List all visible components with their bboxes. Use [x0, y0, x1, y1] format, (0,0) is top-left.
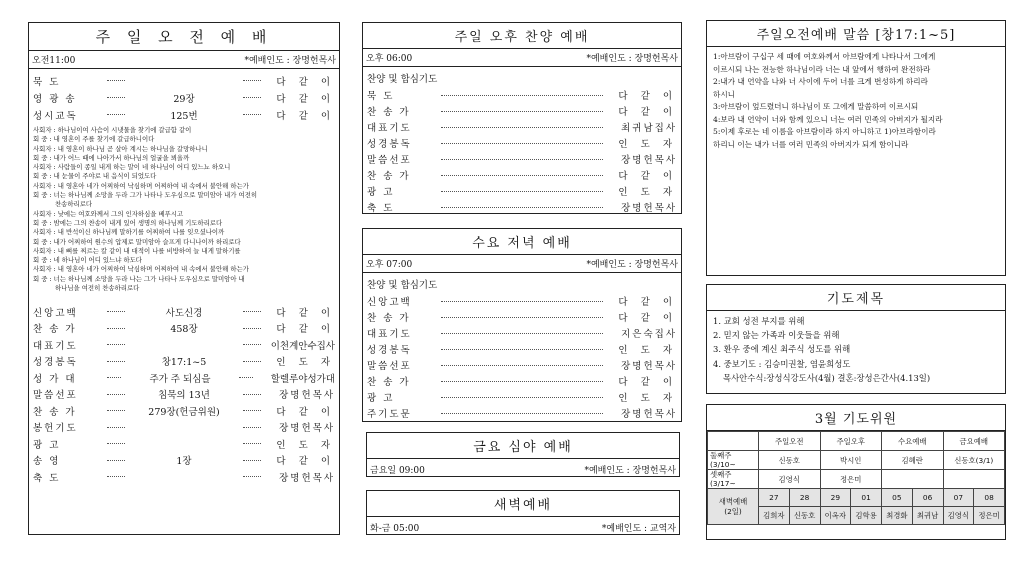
order-row: 광 고 인 도 자	[33, 439, 335, 451]
order-row: 대표기도 지은숙집사	[367, 329, 677, 340]
dawn-header	[367, 517, 679, 536]
afternoon-leader: *예배인도 : 장명헌목사	[586, 54, 678, 64]
order-row: 성경봉독 인 도 자	[367, 345, 677, 356]
morning-header	[29, 51, 339, 69]
schedule-header-cell: 주일오후	[820, 432, 882, 451]
order-row: 광 고 인 도 자	[367, 393, 677, 404]
date-cell: 05	[882, 489, 913, 507]
scripture-line: 4:보라 내 언약이 너와 함께 있으니 너는 여러 민족의 아버지가 될지라	[713, 114, 943, 124]
litany-line: 회 중 : 밤에는 그의 찬송이 내게 있어 생명의 하나님께 기도하리로다	[33, 218, 223, 227]
order-row: 묵 도 다 같 이	[33, 76, 335, 88]
date-cell: 06	[912, 489, 943, 507]
order-row: 성 가 대 주가 주 되심을 할렐루야성가대	[33, 373, 335, 385]
friday-title: 금요 심야 예배	[367, 433, 679, 459]
schedule-header-cell	[708, 432, 759, 451]
order-row: 말씀선포 침묵의 13년 장명헌목사	[33, 390, 335, 402]
litany-line: 회 중 : 네 하나님이 어디 있느냐 하도다	[33, 256, 142, 265]
scripture-text	[707, 47, 1005, 155]
litany-line: 사회자 : 낮에는 여호와께서 그의 인자하심을 베푸시고	[33, 209, 184, 218]
litany-line: 찬송하리로다	[55, 200, 93, 209]
name-cell: 김학용	[851, 507, 882, 525]
prayer-item: 4. 중보기도 : 김승미권찰, 염윤희성도	[713, 358, 851, 369]
order-row: 찬 송 가 다 같 이	[367, 313, 677, 324]
order-row: 신앙고백 사도신경 다 같 이	[33, 307, 335, 319]
scripture-line: 5:이제 후로는 네 이름을 아브람이라 하지 아니하고 1)아브라함이라	[713, 127, 936, 136]
date-cell: 28	[789, 489, 820, 507]
morning-bottom-order	[29, 303, 339, 485]
table-cell: 신동호(3/1)	[943, 451, 1005, 470]
litany-line: 하나님을 여전히 찬송하리로다	[55, 284, 140, 293]
litany-line: 사회자 : 내 영혼이 하나님 곧 살아 계시는 하나님을 갈망하나니	[33, 144, 208, 153]
table-cell: 김영식	[759, 470, 821, 489]
order-row: 봉헌기도 장명헌목사	[33, 423, 335, 435]
table-row	[708, 470, 1005, 489]
order-row: 성시교독 125번 다 같 이	[33, 110, 335, 122]
date-cell: 27	[759, 489, 790, 507]
name-cell: 신동호	[789, 507, 820, 525]
scripture-line: 하리니 이는 내가 너를 여러 민족의 아버지가 되게 함이니라	[713, 139, 909, 149]
prayer-item: 1. 교회 성전 부지를 위해	[713, 316, 805, 326]
afternoon-title: 주일 오후 찬양 예배	[363, 23, 681, 49]
dawn-leader: *예배인도 : 교역자	[601, 524, 676, 534]
wednesday-leader: *예배인도 : 장명헌목사	[586, 260, 678, 270]
prayer-item: 목사안수식:장성식강도사(4월) 결혼:장성은간사(4.13일)	[723, 372, 931, 383]
afternoon-header	[363, 49, 681, 67]
litany-line: 사회자 : 내 영혼아 네가 어찌하여 낙심하며 어찌하여 내 속에서 불안해 하는가	[33, 265, 249, 274]
litany-line: 사회자 : 내 뼈를 찌르는 칼 같이 내 대적이 나를 비방하여 늘 내게 말하기를	[33, 246, 241, 255]
dawn-time: 화-금 05:00	[370, 524, 420, 534]
scripture-line: 이르시되 나는 전능한 하나님이라 너는 내 앞에서 행하여 완전하라	[713, 64, 931, 74]
schedule-title: 3월 기도위원	[707, 405, 1005, 431]
table-cell: 신동호	[759, 451, 821, 470]
litany-line: 회 중 : 내 눈물이 주야로 내 음식이 되었도다	[33, 172, 157, 181]
table-cell: 김혜란	[882, 451, 944, 470]
litany-line: 사회자 : 사람들이 종일 내게 하는 말이 네 하나님이 어디 있느뇨 하오니	[33, 163, 231, 172]
order-row: 송 영 1장 다 같 이	[33, 456, 335, 468]
order-row: 찬 송 가 다 같 이	[367, 107, 677, 118]
wednesday-header	[363, 255, 681, 273]
order-row: 영 광 송 29장 다 같 이	[33, 93, 335, 105]
order-row: 신앙고백 다 같 이	[367, 297, 677, 308]
order-row: 성경봉독 인 도 자	[367, 139, 677, 150]
order-row: 말씀선포 장명헌목사	[367, 361, 677, 372]
friday-leader: *예배인도 : 장명헌목사	[584, 466, 676, 476]
order-row: 찬 송 가 458장 다 같 이	[33, 324, 335, 336]
prayer-item: 2. 믿지 않는 가족과 이웃들을 위해	[713, 330, 840, 341]
date-cell: 07	[943, 489, 974, 507]
order-row: 대표기도 최귀남집사	[367, 123, 677, 134]
sermon-title: 주일오전예배 말씀 [창17:1~5]	[707, 21, 1005, 47]
litany-line: 회 중 : 내가 어느 때에 나아가서 하나님의 얼굴을 뵈올까	[33, 153, 190, 162]
name-cell: 김영식	[943, 507, 974, 525]
name-cell: 김희자	[759, 507, 790, 525]
afternoon-time: 오후 06:00	[366, 54, 413, 64]
table-cell	[882, 470, 944, 489]
schedule-header-cell: 수요예배	[882, 432, 944, 451]
table-cell: 정은미	[820, 470, 882, 489]
order-row: 축 도 장명헌목사	[367, 203, 677, 214]
prayer-requests-panel	[706, 284, 1006, 394]
schedule-header-row	[708, 432, 1005, 451]
scripture-line: 1:아브람이 구십구 세 때에 여호와께서 아브람에게 나타나서 그에게	[713, 52, 936, 61]
name-cell: 최귀남	[912, 507, 943, 525]
dawn-title: 새벽예배	[367, 491, 679, 517]
dawn-label-cell: 새벽예배 (2일)	[708, 489, 759, 525]
wednesday-service-panel	[362, 228, 682, 422]
prayer-item: 3. 환우 중에 계신 최주식 성도를 위해	[713, 344, 851, 355]
order-row: 축 도 장명헌목사	[33, 472, 335, 484]
table-cell	[943, 470, 1005, 489]
afternoon-service-panel	[362, 22, 682, 214]
prayer-schedule-table	[707, 431, 1005, 525]
order-row: 묵 도 다 같 이	[367, 91, 677, 102]
table-row	[708, 451, 1005, 470]
schedule-header-cell: 금요예배	[943, 432, 1005, 451]
name-cell: 최경화	[882, 507, 913, 525]
prayer-committee-panel	[706, 404, 1006, 540]
litany-line: 회 중 : 내가 어찌하여 원수의 압제로 말미암아 슬프게 다니나이까 하리로다	[33, 237, 241, 246]
schedule-header-cell: 주일오전	[759, 432, 821, 451]
sermon-scripture-panel	[706, 20, 1006, 276]
wednesday-time: 오후 07:00	[366, 260, 413, 270]
friday-time: 금요일 09:00	[370, 466, 425, 476]
date-cell: 29	[820, 489, 851, 507]
afternoon-subtitle: 찬양 및 합심기도	[367, 74, 438, 85]
table-cell: 박시인	[820, 451, 882, 470]
order-row: 찬 송 가 279장(헌금위원) 다 같 이	[33, 406, 335, 418]
responsive-reading	[29, 126, 339, 293]
litany-line: 사회자 : 하나님이여 사슴이 시냇물을 찾기에 갈급함 같이	[33, 126, 192, 134]
morning-leader: *예배인도 : 장명헌목사	[244, 56, 336, 66]
litany-line: 사회자 : 내 반석이신 하나님께 말하기를 어찌하여 나를 잊으셨나이까	[33, 228, 225, 237]
morning-title: 주 일 오 전 예 배	[29, 23, 339, 51]
litany-line: 회 중 : 너는 하나님께 소망을 두라 그가 나타나 도우심으로 말미암아 내가 여전히	[33, 191, 258, 200]
dawn-service-panel	[366, 490, 680, 535]
name-cell: 이옥자	[820, 507, 851, 525]
prayer-title: 기도제목	[707, 285, 1005, 311]
order-row: 주기도문 장명헌목사	[367, 409, 677, 420]
morning-time: 오전11:00	[32, 56, 76, 66]
order-row: 찬 송 가 다 같 이	[367, 171, 677, 182]
order-row: 찬 송 가 다 같 이	[367, 377, 677, 388]
scripture-line: 3:아브람이 엎드렸더니 하나님이 또 그에게 말씀하여 이르시되	[713, 102, 919, 111]
prayer-list	[707, 311, 1005, 388]
scripture-line: 하시니	[713, 89, 736, 99]
week-cell: 둘째주 (3/10~	[708, 451, 759, 470]
friday-service-panel	[366, 432, 680, 477]
date-cell: 08	[974, 489, 1005, 507]
wednesday-title: 수요 저녁 예배	[363, 229, 681, 255]
order-row: 말씀선포 장명헌목사	[367, 155, 677, 166]
order-row: 광 고 인 도 자	[367, 187, 677, 198]
morning-service-panel	[28, 22, 340, 535]
date-cell: 01	[851, 489, 882, 507]
morning-top-order	[29, 69, 339, 123]
name-cell: 정은미	[974, 507, 1005, 525]
dawn-date-row	[708, 489, 1005, 507]
litany-line: 사회자 : 내 영혼아 네가 어찌하여 낙심하며 어찌하여 내 속에서 불안해 하는가	[33, 181, 249, 190]
friday-header	[367, 459, 679, 478]
wednesday-subtitle: 찬양 및 합심기도	[367, 280, 438, 291]
order-row: 성경봉독 창17:1~5 인 도 자	[33, 357, 335, 369]
scripture-line: 2:내가 내 언약을 나와 너 사이에 두어 너를 크게 번성하게 하리라	[713, 77, 928, 86]
week-cell: 셋째주 (3/17~	[708, 470, 759, 489]
order-row: 대표기도 이천계안수집사	[33, 340, 335, 352]
litany-line: 회 중 : 내 영혼이 주를 찾기에 갈급하니이다	[33, 135, 155, 144]
litany-line: 회 중 : 너는 하나님께 소망을 두라 나는 그가 나타나 도우심으로 말미암아 내	[33, 274, 245, 283]
